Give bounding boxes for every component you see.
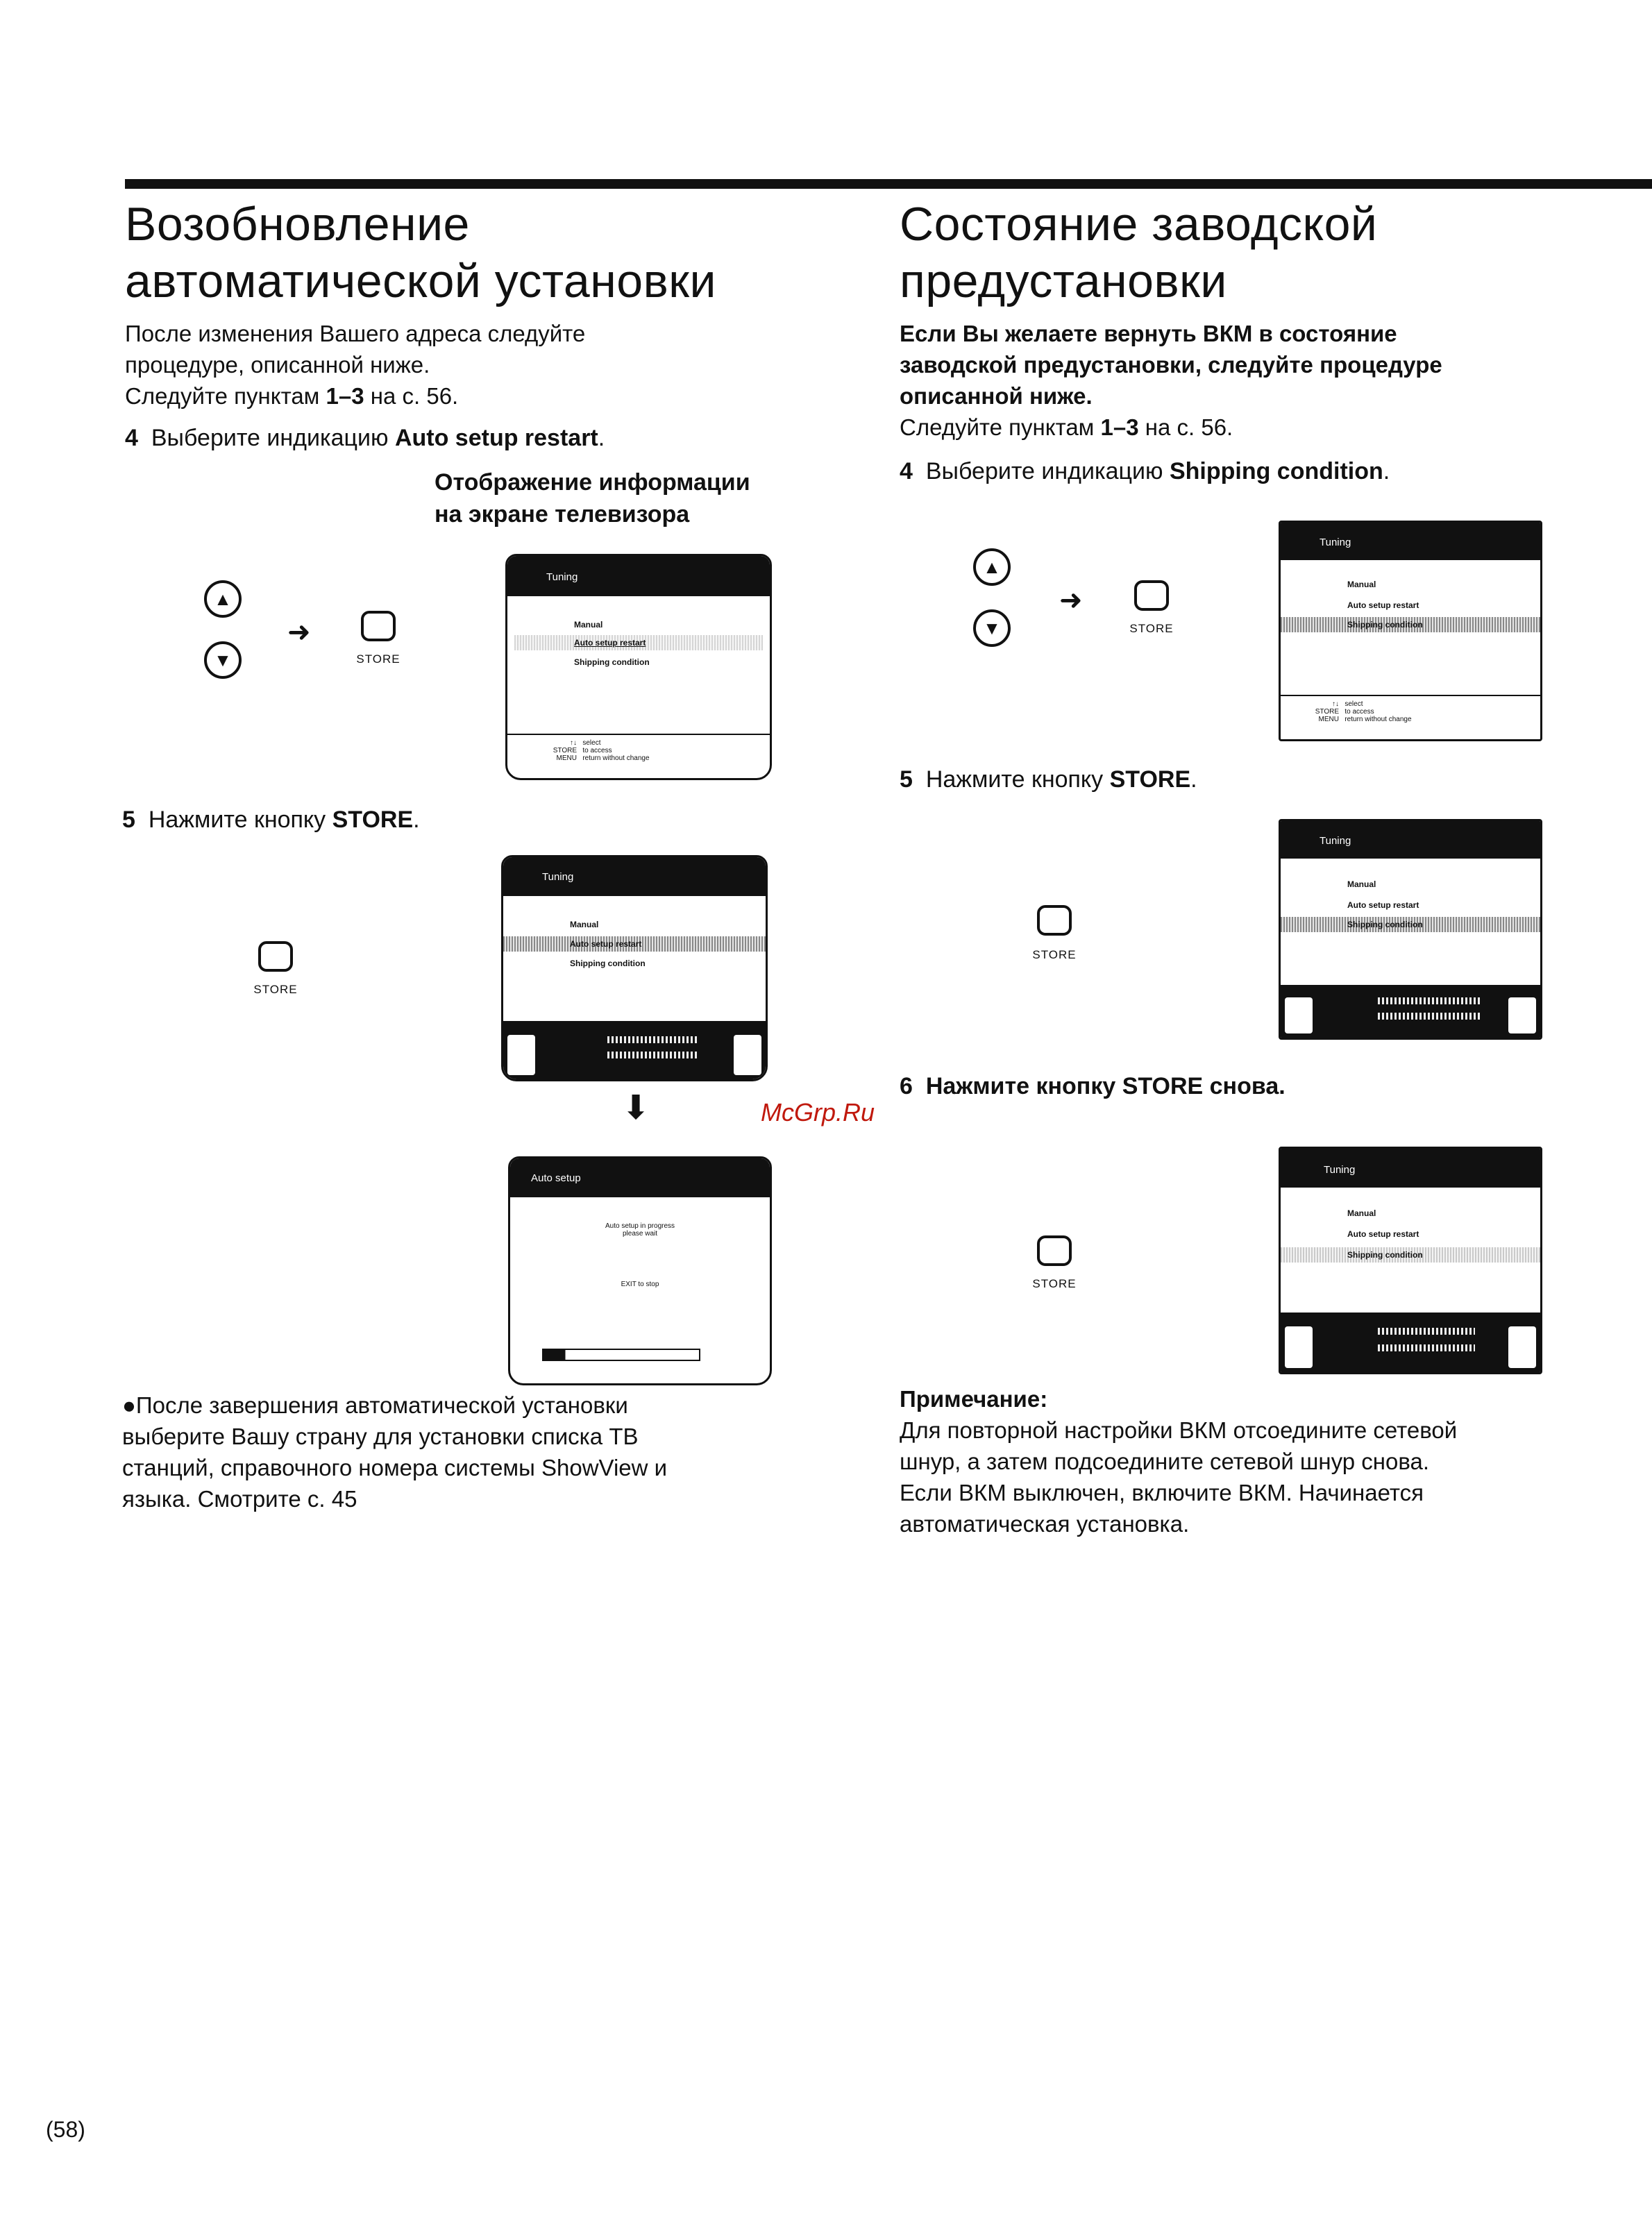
tv-dots <box>607 1036 698 1043</box>
tv-footer: ↑↓ select STORE to access MENU return without change <box>1281 695 1540 723</box>
store-button[interactable] <box>1134 580 1169 611</box>
tv-screen-title: Tuning <box>503 857 766 896</box>
note-line4: автоматическая установка. <box>900 1511 1190 1537</box>
right-arrow-icon: ➜ <box>287 617 311 648</box>
store-button-label: STORE <box>1032 1277 1077 1290</box>
store-button-label: STORE <box>1129 622 1174 635</box>
menu-item-shipping: Shipping condition <box>574 657 650 667</box>
menu-item-manual: Manual <box>1347 879 1376 889</box>
header-rule <box>125 179 1652 189</box>
right-step6-number: 6 <box>900 1073 913 1099</box>
bullet-line1: ●После завершения автоматической установки <box>122 1392 628 1418</box>
tv-screen-title: Tuning <box>1281 523 1540 560</box>
left-intro-line1: После изменения Вашего адреса следуйте <box>125 321 586 346</box>
right-title-line1: Состояние заводской <box>900 198 1378 251</box>
right-step4: 4 Выберите индикацию Shipping condition. <box>900 458 1390 484</box>
menu-item-shipping: Shipping condition <box>1347 920 1423 929</box>
menu-item-shipping: Shipping condition <box>1347 1250 1423 1260</box>
store-button[interactable] <box>361 611 396 641</box>
left-intro-line3: Следуйте пунктам 1–3 на с. 56. <box>125 383 459 409</box>
store-button[interactable] <box>1037 905 1072 936</box>
tv-corner <box>734 1035 761 1075</box>
tv-screen-auto-setup <box>508 1156 772 1385</box>
menu-item-auto-restart: Auto setup restart <box>1347 600 1419 610</box>
display-caption <box>435 466 750 530</box>
tv-dots <box>1378 1013 1482 1020</box>
tv-dots <box>1378 997 1482 1004</box>
down-arrow-icon: ▼ <box>983 618 1001 639</box>
tv-screen-title: Tuning <box>507 556 770 596</box>
tv-corner <box>507 1035 535 1075</box>
left-intro <box>125 318 585 412</box>
left-intro-line2: процедуре, описанной ниже. <box>125 352 430 378</box>
left-title-line1: Возобновление <box>125 198 470 251</box>
right-arrow-icon: ➜ <box>1059 585 1083 616</box>
display-caption-line1: Отображение информации <box>435 469 750 496</box>
tv-footer: ↑↓ select STORE to access MENU return without change <box>507 734 770 762</box>
down-arrow-button[interactable] <box>204 641 242 679</box>
tv-corner <box>1508 1326 1536 1368</box>
bullet-line3: станций, справочного номера системы ShowView и <box>122 1455 668 1480</box>
store-button[interactable] <box>1037 1235 1072 1266</box>
tv-screen-title: Tuning <box>1281 821 1540 859</box>
menu-item-manual: Manual <box>1347 1208 1376 1218</box>
right-intro <box>900 318 1442 443</box>
store-button-label: STORE <box>253 983 298 996</box>
tv-screen-tuning-select <box>505 554 772 780</box>
watermark: McGrp.Ru <box>761 1098 875 1126</box>
tv-corner <box>1508 997 1536 1033</box>
note-line3: Если ВКМ выключен, включите ВКМ. Начинается <box>900 1480 1424 1505</box>
menu-item-auto-restart: Auto setup restart <box>570 939 642 949</box>
display-caption-line2: на экране телевизора <box>435 501 690 528</box>
store-button-label: STORE <box>1032 948 1077 961</box>
menu-item-shipping: Shipping condition <box>1347 620 1423 630</box>
menu-item-auto-restart: Auto setup restart <box>1347 900 1419 910</box>
tv-screen-tuning-store <box>1279 819 1542 1040</box>
left-title <box>125 196 716 310</box>
left-bullet-note <box>122 1390 667 1514</box>
bullet-line4: языка. Смотрите с. 45 <box>122 1486 357 1512</box>
left-step5-number: 5 <box>122 807 135 833</box>
menu-item-auto-restart: Auto setup restart <box>574 638 646 648</box>
up-arrow-icon: ▲ <box>214 589 232 609</box>
menu-item-manual: Manual <box>1347 580 1376 589</box>
tv-screen-tuning-select <box>1279 521 1542 741</box>
right-step6: 6 Нажмите кнопку STORE снова. <box>900 1073 1286 1099</box>
right-intro-line1: Если Вы желаете вернуть ВКМ в состояние <box>900 321 1397 346</box>
left-step5: 5 Нажмите кнопку STORE. <box>122 807 420 833</box>
note-line1: Для повторной настройки ВКМ отсоедините сетевой <box>900 1417 1458 1443</box>
down-arrow-icon: ▼ <box>214 650 232 670</box>
left-title-line2: автоматической установки <box>125 255 716 307</box>
right-step5-number: 5 <box>900 766 913 793</box>
right-step4-number: 4 <box>900 458 913 484</box>
tv-dark-footer <box>1281 1313 1540 1372</box>
tv-screen-tuning-store-again <box>1279 1147 1542 1374</box>
right-intro-line3: описанной ниже. <box>900 383 1093 409</box>
tv-dark-footer <box>503 1021 766 1079</box>
menu-item-manual: Manual <box>570 920 599 929</box>
store-button[interactable] <box>258 941 293 972</box>
bullet-line2: выберите Вашу страну для установки списка ТВ <box>122 1424 639 1449</box>
down-arrow-icon: ⬇ <box>622 1090 650 1126</box>
store-button-label: STORE <box>356 652 401 666</box>
tv-screen-title: Auto setup <box>510 1158 770 1197</box>
page-number: (58) <box>46 2117 85 2142</box>
tv-screen-tuning-store <box>501 855 768 1081</box>
up-arrow-icon: ▲ <box>983 557 1001 577</box>
menu-item-shipping: Shipping condition <box>570 959 646 968</box>
auto-progress-text: Auto setup in progress please wait <box>605 1222 675 1238</box>
right-step5: 5 Нажмите кнопку STORE. <box>900 766 1197 793</box>
tv-dots <box>1378 1328 1475 1335</box>
left-step4-number: 4 <box>125 425 138 451</box>
tv-corner <box>1285 1326 1313 1368</box>
right-note <box>900 1384 1457 1539</box>
menu-item-manual: Manual <box>574 620 603 630</box>
auto-exit-text: EXIT to stop <box>621 1281 659 1288</box>
tv-screen-title: Tuning <box>1281 1149 1540 1188</box>
left-step4: 4 Выберите индикацию Auto setup restart. <box>125 425 605 451</box>
note-line2: шнур, а затем подсоедините сетевой шнур снова. <box>900 1449 1430 1474</box>
tv-corner <box>1285 997 1313 1033</box>
tv-dark-footer <box>1281 985 1540 1038</box>
right-intro-line4: Следуйте пунктам 1–3 на с. 56. <box>900 414 1233 440</box>
right-intro-line2: заводской предустановки, следуйте процедуре <box>900 352 1442 378</box>
down-arrow-button[interactable] <box>973 609 1011 647</box>
up-arrow-button[interactable] <box>204 580 242 618</box>
menu-item-auto-restart: Auto setup restart <box>1347 1229 1419 1239</box>
up-arrow-button[interactable] <box>973 548 1011 586</box>
progress-bar <box>542 1349 700 1361</box>
tv-dots <box>1378 1344 1475 1351</box>
right-title <box>900 196 1377 310</box>
right-title-line2: предустановки <box>900 255 1227 307</box>
note-title: Примечание: <box>900 1386 1048 1412</box>
tv-dots <box>607 1052 698 1058</box>
